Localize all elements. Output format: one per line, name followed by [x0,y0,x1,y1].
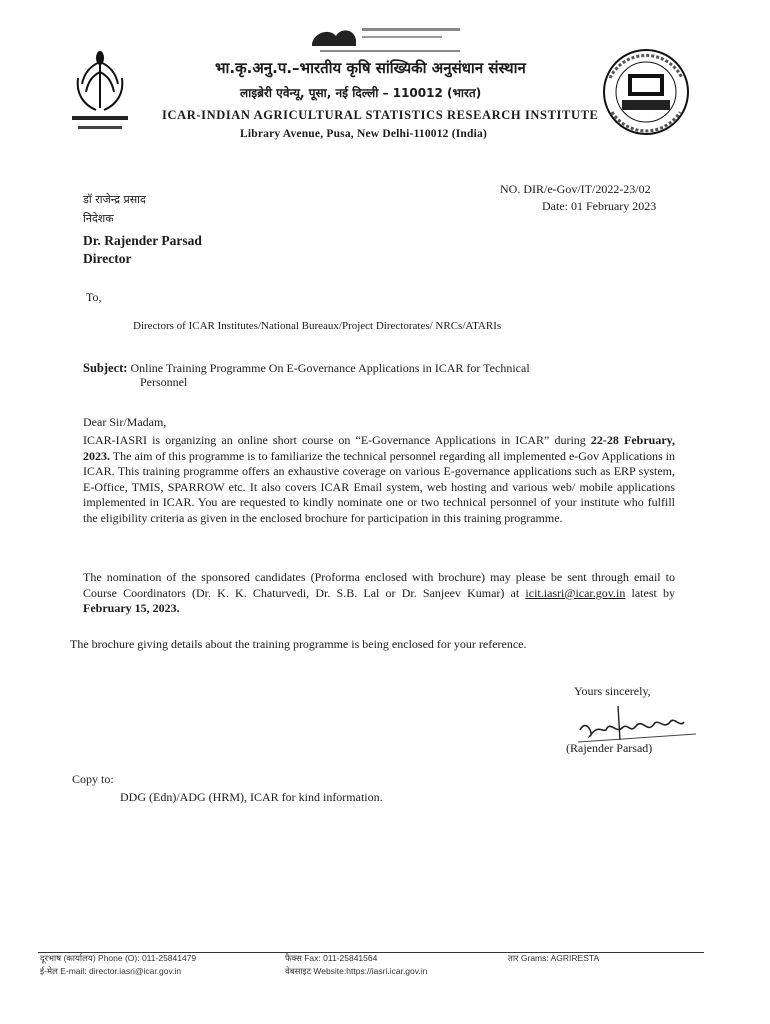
course-dates: 22-28 February, 2023. [83,433,675,463]
footer-email[interactable]: ई-मेल E-mail: director.iasri@icar.gov.in [40,966,182,976]
sender-title-hindi: निदेशक [83,212,114,225]
copy-to-recipient: DDG (Edn)/ADG (HRM), ICAR for kind information. [120,790,383,804]
recipients: Directors of ICAR Institutes/National Bureaux/Project Directorates/ NRCs/ATARIs [133,320,502,332]
footer-grams: तार Grams: AGRIRESTA [508,953,600,963]
signatory-name: (Rajender Parsad) [566,741,653,755]
institute-name: ICAR-INDIAN AGRICULTURAL STATISTICS RESEARCH INSTITUTE [162,108,599,122]
subject-label: Subject: [83,361,128,375]
body-paragraph-3: The brochure giving details about the training programme is being enclosed for your reference. [70,637,527,651]
reference-number: NO. DIR/e-Gov/IT/2022-23/02 [500,182,651,196]
subject-line [83,361,675,376]
closing: Yours sincerely, [574,684,651,698]
to-label: To, [86,290,102,304]
sender-name: Dr. Rajender Parsad [83,233,202,248]
footer-phone: दूरभाष (कार्यालय) Phone (O): 011-25841479 [40,953,197,963]
top-emblem-logo [300,14,470,56]
paragraph-1-text-b: The aim of this programme is to familiarize the technical personnel regarding all implemented e-Gov Applications in ICAR. This training programme offers an exhaustive coverage on various E-governance applications such as ERP system, E-Office, TMIS, SPARROW etc. It also covers ICAR Email system, web hosting and various web/ mobile applications implemented in ICAR. You are requested to kindly nominate one or two technical personnel of your institute who fulfill the eligibility criteria as given in the enclosed brochure for participation in this training programme. [83,448,675,525]
institute-address: Library Avenue, Pusa, New Delhi-110012 (India) [240,128,487,140]
body-paragraph-1 [83,433,675,526]
iasri-logo [598,48,694,140]
icar-logo [68,48,132,140]
coordinator-email-link[interactable]: icit.iasri@icar.gov.in [525,585,626,600]
signature [572,700,702,746]
subject-text: Online Training Programme On E-Governance Applications in ICAR for Technical [130,361,530,375]
footer-fax: फैक्स Fax: 011-25841564 [285,953,378,963]
paragraph-2-text-b: latest by [625,585,676,600]
letter-date: Date: 01 February 2023 [542,199,657,213]
body-paragraph-2 [83,570,675,617]
institute-address-hindi: लाइब्रेरी एवेन्यू, पूसा, नई दिल्ली – 110012 (भारत) [240,86,482,100]
sender-title: Director [83,251,132,266]
institute-name-hindi: भा.कृ.अनु.प.–भारतीय कृषि सांख्यिकी अनुसंधान संस्थान [215,59,526,77]
nomination-deadline: February 15, 2023. [83,601,180,615]
paragraph-2-text-a: The nomination of the sponsored candidates (Proforma enclosed with brochure) may please be sent through email to Course Coordinators (Dr. K. K. Chaturvedi, Dr. S.B. Lal or Dr. Sanjeev Kumar) at [83,570,675,600]
footer-website[interactable]: वेबसाइट Website:https://iasri.icar.gov.in [285,966,428,976]
subject-text-continued: Personnel [140,375,188,389]
paragraph-1-text-a: ICAR-IASRI is organizing an online short course on “E-Governance Applications in ICAR” during [83,433,586,447]
salutation: Dear Sir/Madam, [83,415,167,429]
copy-to-label: Copy to: [72,772,114,786]
sender-name-hindi: डॉ राजेन्द्र प्रसाद [83,193,146,206]
